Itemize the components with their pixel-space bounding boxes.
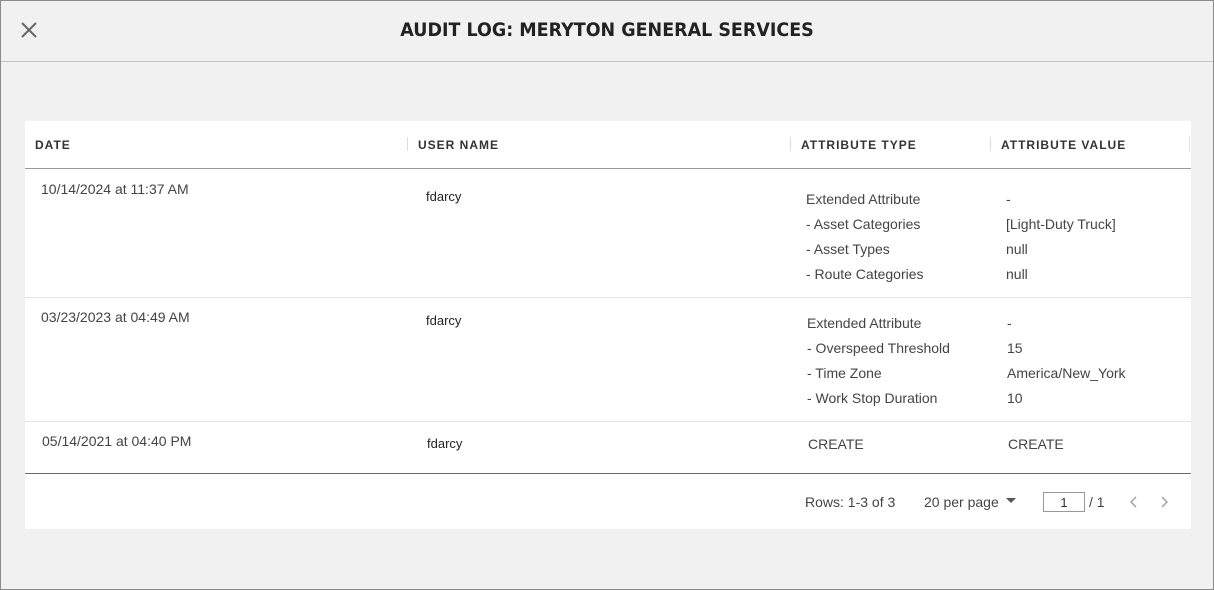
attribute-value: - <box>1007 315 1012 331</box>
attribute-value: 10 <box>1007 390 1023 406</box>
attribute-type: - Route Categories <box>806 266 924 282</box>
modal-title: AUDIT LOG: MERYTON GENERAL SERVICES <box>400 19 814 41</box>
row-attribute-types <box>807 311 950 411</box>
attribute-type: Extended Attribute <box>807 315 922 331</box>
attribute-type: - Overspeed Threshold <box>807 340 950 356</box>
attribute-value: null <box>1006 266 1028 282</box>
attribute-value: CREATE <box>1008 436 1064 452</box>
row-date: 05/14/2021 at 04:40 PM <box>42 433 192 449</box>
attribute-value: 15 <box>1007 340 1023 356</box>
table-row[interactable] <box>25 298 1191 422</box>
row-attribute-values <box>1006 187 1116 287</box>
attribute-type: - Asset Categories <box>806 216 921 232</box>
column-header-date[interactable]: DATE <box>35 138 71 152</box>
page-number-input[interactable] <box>1043 492 1085 512</box>
page-total-label: / 1 <box>1089 494 1105 510</box>
attribute-value: null <box>1006 241 1028 257</box>
pagination-bar <box>25 473 1191 529</box>
row-date: 10/14/2024 at 11:37 AM <box>41 181 189 197</box>
row-date: 03/23/2023 at 04:49 AM <box>41 309 190 325</box>
row-attribute-types <box>806 187 924 287</box>
column-header-user-name[interactable]: USER NAME <box>418 138 500 152</box>
close-icon[interactable] <box>18 19 40 41</box>
attribute-type: CREATE <box>808 436 864 452</box>
attribute-type: - Asset Types <box>806 241 890 257</box>
attribute-value: [Light-Duty Truck] <box>1006 216 1116 232</box>
attribute-value: America/New_York <box>1007 365 1126 381</box>
table-header <box>25 121 1191 169</box>
chevron-left-icon[interactable] <box>1125 493 1143 511</box>
row-user: fdarcy <box>427 436 463 451</box>
attribute-type: Extended Attribute <box>806 191 921 207</box>
row-attribute-values <box>1007 311 1126 411</box>
column-header-attribute-type[interactable]: ATTRIBUTE TYPE <box>801 138 917 152</box>
caret-down-icon[interactable] <box>1006 498 1016 503</box>
per-page-select[interactable]: 20 per page <box>924 494 999 510</box>
column-divider <box>407 137 408 151</box>
attribute-value: - <box>1006 191 1011 207</box>
column-header-attribute-value[interactable]: ATTRIBUTE VALUE <box>1001 138 1127 152</box>
column-divider <box>790 137 791 151</box>
row-user: fdarcy <box>426 189 462 204</box>
audit-table <box>25 121 1191 529</box>
chevron-right-icon[interactable] <box>1155 493 1173 511</box>
column-divider <box>1189 137 1190 151</box>
attribute-type: - Work Stop Duration <box>807 390 938 406</box>
table-row[interactable] <box>25 170 1191 298</box>
column-divider <box>990 137 991 151</box>
modal-header <box>1 1 1213 62</box>
row-user: fdarcy <box>426 313 462 328</box>
attribute-type: - Time Zone <box>807 365 882 381</box>
rows-count-label: Rows: 1-3 of 3 <box>805 494 896 510</box>
table-row[interactable] <box>25 422 1191 473</box>
